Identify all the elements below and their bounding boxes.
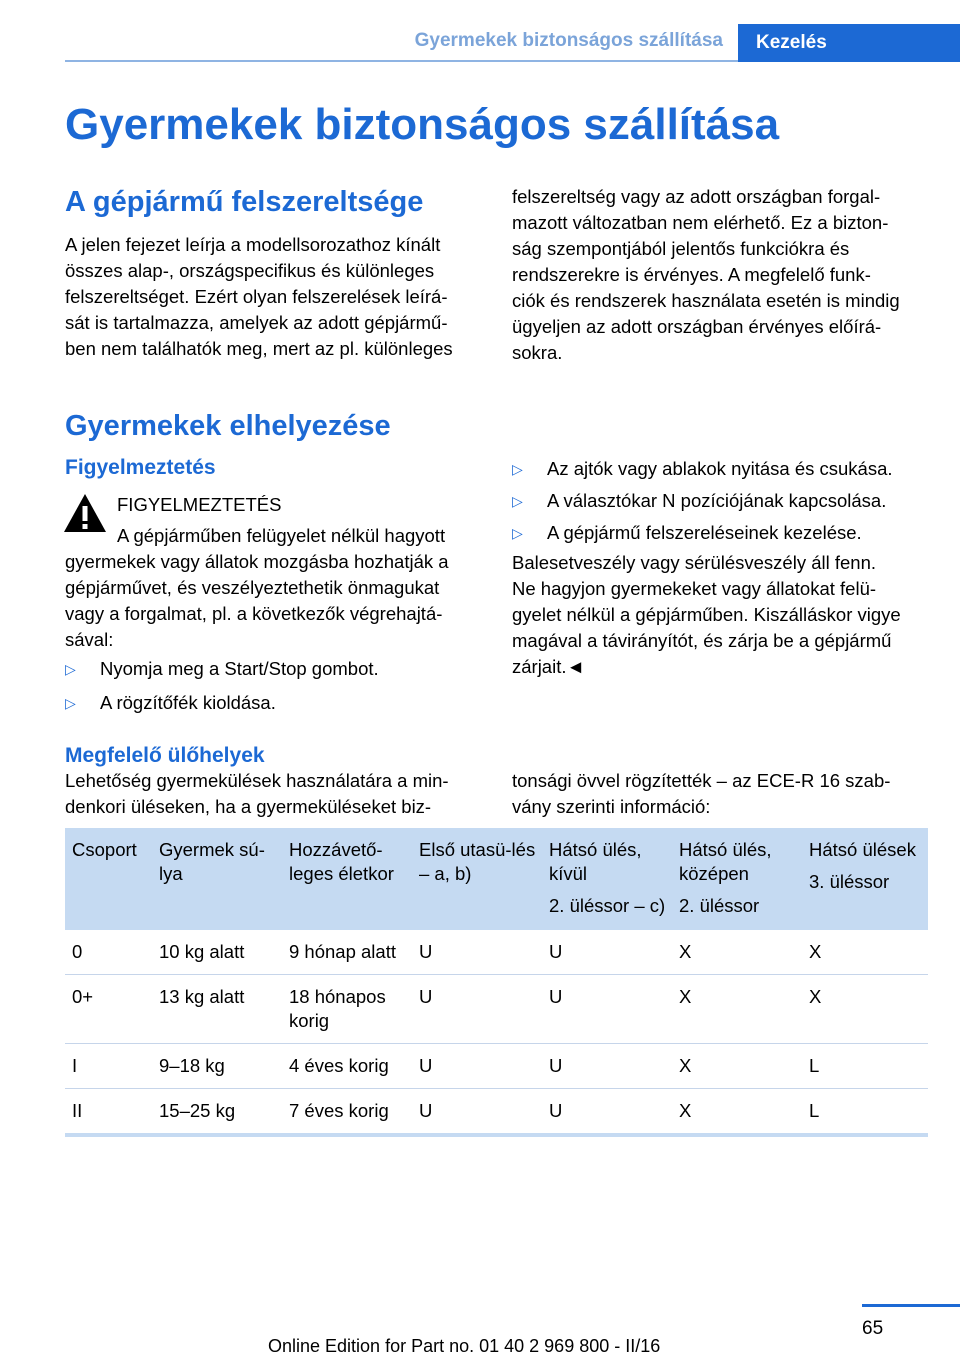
list-item-text: A választókar N pozíciójának kapcsolása. [547, 490, 887, 511]
page-title: Gyermekek biztonságos szállítása [65, 100, 780, 149]
column-header-text: Csoport [72, 839, 137, 860]
table-cell: X [802, 975, 928, 1044]
text-line: összes alap-, országspecifikus és különleges [65, 260, 435, 281]
table-header-row [65, 828, 928, 930]
text-line: Ne hagyjon gyermekeket vagy állatokat felü- [512, 578, 877, 599]
triangle-bullet-icon: ▷ [512, 493, 523, 509]
column-header-text: Hátsó ülések [809, 839, 916, 860]
triangle-bullet-icon: ▷ [65, 661, 76, 677]
text-line: ciók és rendszerek használata esetén is mindig [512, 290, 900, 311]
table-cell: 13 kg alatt [152, 975, 282, 1044]
column-header-text: Hozzávető-leges életkor [289, 839, 394, 884]
seats-intro-right [512, 768, 890, 820]
list-item-text: Nyomja meg a Start/Stop gombot. [100, 658, 379, 679]
text-line: Balesetveszély vagy sérülésveszély áll fenn. [512, 552, 877, 573]
column-header [542, 828, 672, 930]
text-line: gyelet nélkül a gépjárműben. Kiszálláskor vigye [512, 604, 901, 625]
warning-text [65, 549, 495, 653]
equipment-text-right [512, 184, 942, 366]
seat-suitability-table [65, 828, 928, 1137]
column-header-subtext: 2. üléssor [679, 895, 760, 916]
table-cell: U [542, 975, 672, 1044]
header-section-title: Gyermekek biztonságos szállítása [414, 30, 723, 51]
header-chapter-tab: Kezelés [738, 24, 960, 62]
text-line: sokra. [512, 342, 563, 363]
triangle-bullet-icon: ▷ [512, 525, 523, 541]
table-row [65, 1044, 928, 1089]
column-header [282, 828, 412, 930]
table-row [65, 930, 928, 975]
table-cell: U [412, 1089, 542, 1136]
footer-edition-text: Online Edition for Part no. 01 40 2 969 800 - II/16 [268, 1336, 661, 1356]
table-cell: U [412, 1044, 542, 1089]
text-line: ügyeljen az adott országban érvényes előírá- [512, 316, 882, 337]
text-line: A jelen fejezet leírja a modellsorozathoz kínált [65, 234, 441, 255]
column-header-subtext: 2. üléssor – c) [549, 895, 666, 916]
column-header [672, 828, 802, 930]
table-cell: U [412, 930, 542, 975]
column-header-text: Hátsó ülés, kívül [549, 839, 642, 884]
table-cell: 4 éves korig [282, 1044, 412, 1089]
table-cell: X [672, 975, 802, 1044]
column-header [65, 828, 152, 930]
text-line: Lehetőség gyermekülések használatára a min- [65, 770, 449, 791]
text-line: magával a távirányítót, és zárja be a gépjármű [512, 630, 892, 651]
table-cell: I [65, 1044, 152, 1089]
text-line: ság szempontjából jelentős funkciókra és [512, 238, 850, 259]
text-line: vagy a forgalmat, pl. a következők végrehajtá- [65, 603, 443, 624]
text-line: rendszerekre is érvényes. A megfelelő funk- [512, 264, 871, 285]
table-cell: U [542, 930, 672, 975]
warning-label: FIGYELMEZTETÉS [117, 494, 282, 515]
warning-line: A gépjárműben felügyelet nélkül hagyott [117, 525, 446, 546]
table-cell: L [802, 1089, 928, 1136]
table-cell: 7 éves korig [282, 1089, 412, 1136]
list-item-text: A gépjármű felszereléseinek kezelése. [547, 522, 862, 543]
table-cell: U [542, 1044, 672, 1089]
table-cell: X [672, 1089, 802, 1136]
text-line: tonsági övvel rögzítették – az ECE-R 16 szab- [512, 770, 891, 791]
equipment-heading: A gépjármű felszereltsége [65, 186, 424, 218]
text-line: denkori üléseken, ha a gyermeküléseket biz- [65, 796, 432, 817]
text-line: gyermekek vagy állatok mozgásba hozhatják a [65, 551, 449, 572]
warning-triangle-icon [62, 492, 108, 534]
table-cell: 15–25 kg [152, 1089, 282, 1136]
triangle-bullet-icon: ▷ [65, 695, 76, 711]
column-header-text: Első utasü-lés – a, b) [419, 839, 536, 884]
table-cell: X [802, 930, 928, 975]
text-line: zárjait.◄ [512, 656, 585, 677]
table-cell: 9–18 kg [152, 1044, 282, 1089]
table-cell: L [802, 1044, 928, 1089]
table-cell: U [412, 975, 542, 1044]
column-header-text: Gyermek sú-lya [159, 839, 265, 884]
table-cell: U [542, 1089, 672, 1136]
table-cell: X [672, 930, 802, 975]
text-line: gépjárművet, és veszélyeztethetik önmagukat [65, 577, 440, 598]
text-line: sával: [65, 629, 114, 650]
table-row [65, 975, 928, 1044]
page-number-rule [862, 1304, 960, 1307]
text-line: mazott változatban nem elérhető. Ez a bizton- [512, 212, 889, 233]
warning-closing-text [512, 550, 952, 680]
column-header [412, 828, 542, 930]
equipment-text-left [65, 232, 485, 362]
table-cell: 10 kg alatt [152, 930, 282, 975]
table-cell: 18 hónapos korig [282, 975, 412, 1044]
list-item-text: A rögzítőfék kioldása. [100, 692, 276, 713]
table-cell: 9 hónap alatt [282, 930, 412, 975]
seats-intro-left [65, 768, 449, 820]
text-line: felszereltség vagy az adott országban forgal- [512, 186, 881, 207]
table-cell: 0+ [65, 975, 152, 1044]
table-row [65, 1089, 928, 1136]
page-number: 65 [862, 1318, 884, 1339]
text-line: felszereltséget. Ezért olyan felszerelések leírá- [65, 286, 448, 307]
column-header-text: Hátsó ülés, középen [679, 839, 772, 884]
table-cell: II [65, 1089, 152, 1136]
text-line: ben nem találhatók meg, mert az pl. különleges [65, 338, 453, 359]
triangle-bullet-icon: ▷ [512, 461, 523, 477]
text-line: vány szerinti információ: [512, 796, 711, 817]
column-header-subtext: 3. üléssor [809, 871, 890, 892]
column-header [802, 828, 928, 930]
text-line: sát is tartalmazza, amelyek az adott gépjármű- [65, 312, 448, 333]
children-heading: Gyermekek elhelyezése [65, 410, 391, 442]
column-header [152, 828, 282, 930]
table-cell: X [672, 1044, 802, 1089]
table-cell: 0 [65, 930, 152, 975]
seats-heading: Megfelelő ülőhelyek [65, 744, 265, 767]
list-item-text: Az ajtók vagy ablakok nyitása és csukása. [547, 458, 893, 479]
warning-heading: Figyelmeztetés [65, 456, 216, 479]
